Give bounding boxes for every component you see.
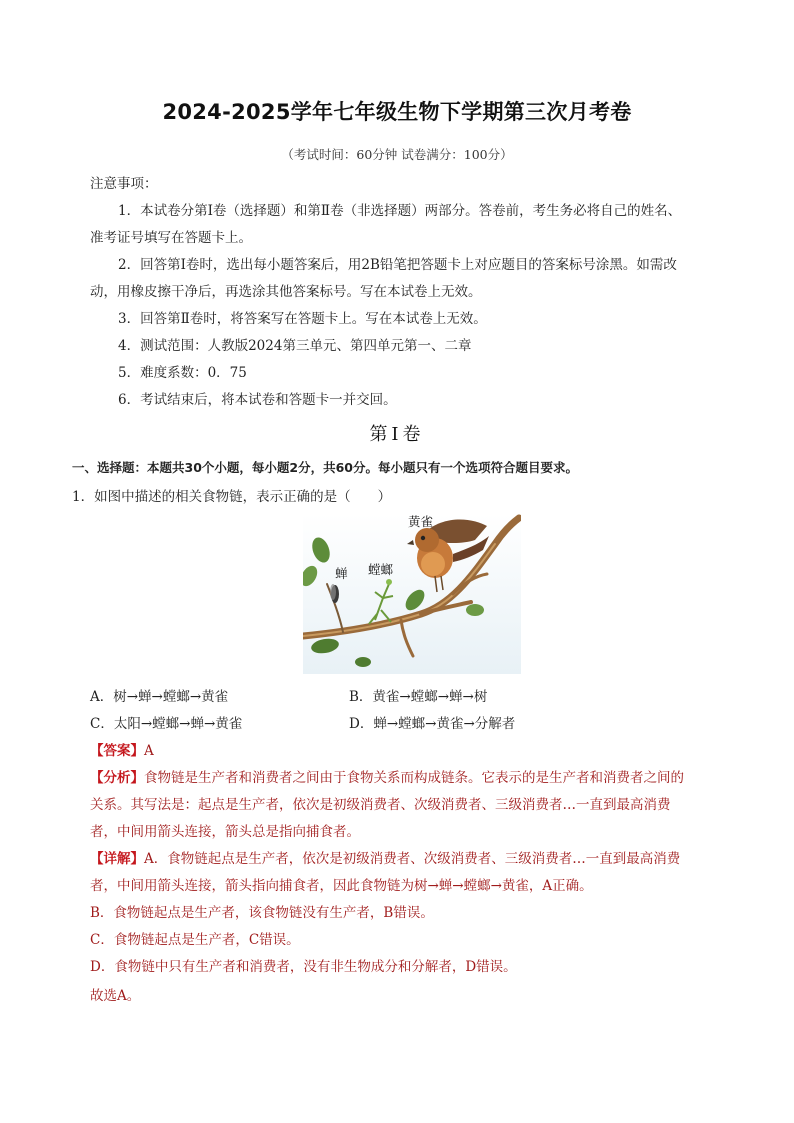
notice-item-1-line-1: 1．本试卷分第Ⅰ卷（选择题）和第Ⅱ卷（非选择题）两部分。答卷前，考生务必将自己的姓名、 (118, 203, 682, 219)
exam-subtitle: （考试时间：60分钟 试卷满分：100分） (281, 147, 513, 162)
answer-row (90, 739, 154, 759)
detail-line-2: 者，中间用箭头连接，箭头指向捕食者，因此食物链为树→蝉→螳螂→黄雀，A正确。 (90, 878, 593, 894)
detail-line-5: D．食物链中只有生产者和消费者，没有非生物成分和分解者，D错误。 (90, 959, 517, 975)
option-d: D．蝉→螳螂→黄雀→分解者 (349, 716, 516, 732)
notice-item-5: 5．难度系数：0．75 (118, 365, 247, 381)
notice-item-2-line-2: 动，用橡皮擦干净后，再选涂其他答案标号。写在本试卷上无效。 (90, 284, 482, 300)
detail-label: 【详解】 (90, 851, 144, 867)
option-a: A．树→蝉→螳螂→黄雀 (90, 689, 229, 705)
section-title: 第Ⅰ卷 (369, 424, 425, 445)
notice-item-3: 3．回答第Ⅱ卷时，将答案写在答题卡上。写在本试卷上无效。 (118, 311, 487, 327)
detail-line-4: C．食物链起点是生产者，C错误。 (90, 932, 300, 948)
option-b: B．黄雀→螳螂→蝉→树 (349, 689, 488, 705)
cicada-label: 蝉 (335, 566, 348, 581)
option-c: C．太阳→螳螂→蝉→黄雀 (90, 716, 243, 732)
notice-item-2-line-1: 2．回答第Ⅰ卷时，选出每小题答案后，用2B铅笔把答题卡上对应题目的答案标号涂黑。如需改 (118, 257, 677, 273)
notice-item-4: 4．测试范围：人教版2024第三单元、第四单元第一、二章 (118, 338, 472, 354)
notice-heading: 注意事项： (90, 176, 158, 192)
question-1-stem: 1．如图中描述的相关食物链，表示正确的是（ ） (72, 489, 392, 505)
bird-label: 黄雀 (408, 514, 434, 529)
section-heading: 一、选择题：本题共30个小题，每小题2分，共60分。每小题只有一个选项符合题目要求。 (72, 460, 578, 475)
answer-label: 【答案】 (90, 743, 144, 759)
notice-item-6: 6．考试结束后，将本试卷和答题卡一并交回。 (118, 392, 397, 408)
notice-item-1-line-2: 准考证号填写在答题卡上。 (90, 230, 252, 246)
analysis-line-3: 者，中间用箭头连接，箭头总是指向捕食者。 (90, 824, 360, 840)
answer-value: A (144, 743, 154, 759)
detail-conclusion: 故选A。 (90, 988, 141, 1004)
exam-title: 2024-2025学年七年级生物下学期第三次月考卷 (162, 100, 632, 124)
detail-line-1: 【详解】A．食物链起点是生产者，依次是初级消费者、次级消费者、三级消费者…一直到最高消费 (90, 851, 681, 867)
analysis-label: 【分析】 (90, 770, 144, 786)
analysis-line-1: 【分析】食物链是生产者和消费者之间由于食物关系而构成链条。它表示的是生产者和消费者之间的 (90, 770, 684, 786)
mantis-label: 螳螂 (368, 562, 394, 577)
analysis-line-2: 关系。其写法是：起点是生产者，依次是初级消费者、次级消费者、三级消费者…一直到最高消费 (90, 797, 671, 813)
food-chain-illustration (303, 514, 521, 674)
detail-line-3: B．食物链起点是生产者，该食物链没有生产者，B错误。 (90, 905, 434, 921)
